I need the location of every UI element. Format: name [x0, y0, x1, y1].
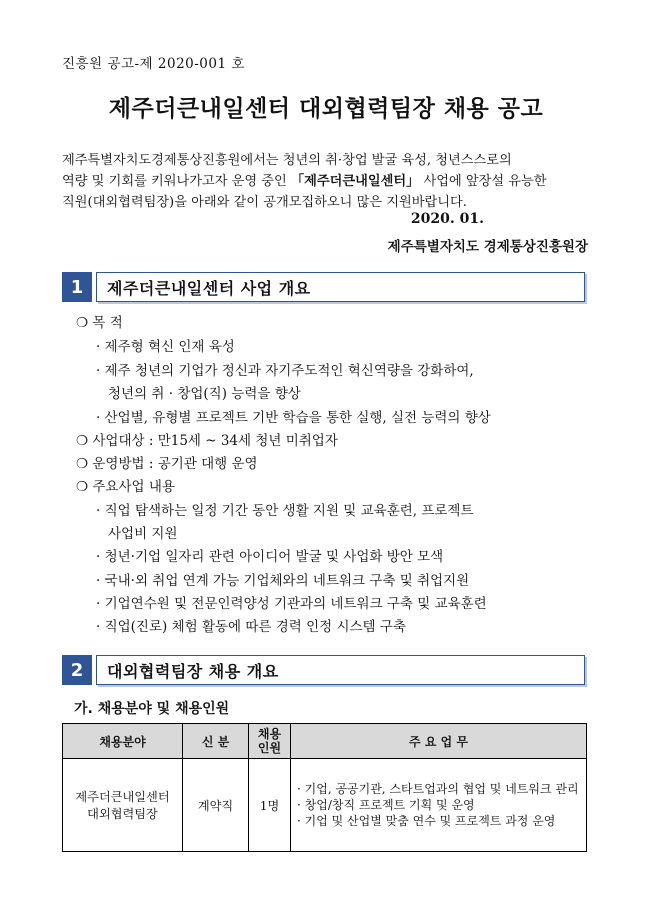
- purpose-item: · 제주 청년의 기업가 정신과 자기주도적인 혁신역량을 강화하여,: [96, 363, 474, 379]
- cell-field: [63, 759, 183, 852]
- intro-paragraph: [62, 150, 592, 213]
- recruitment-table: [62, 723, 587, 852]
- main-project-item: · 청년·기업 일자리 관련 아이디어 발굴 및 사업화 방안 모색: [96, 549, 444, 565]
- section-1-header: [62, 272, 585, 302]
- header-count: [249, 724, 291, 759]
- purpose-item: · 제주형 혁신 인재 육성: [96, 339, 235, 355]
- intro-line-2-pre: 역량 및 기회를 키워나가고자 운영 중인: [62, 174, 291, 189]
- header-count-line1: 채용: [257, 727, 282, 741]
- section-2-header: [62, 655, 585, 685]
- cell-status: 계약직: [183, 759, 249, 852]
- duty-item: · 기업, 공공기관, 스타트업과의 협업 및 네트워크 관리: [297, 782, 579, 796]
- section-1-title: 제주더큰내일센터 사업 개요: [96, 272, 585, 302]
- page-title: 제주더큰내일센터 대외협력팀장 채용 공고: [108, 96, 544, 122]
- section-2-title: 대외협력팀장 채용 개요: [96, 655, 585, 685]
- subheading-field-and-count: 가. 채용분야 및 채용인원: [74, 701, 230, 717]
- purpose-item: · 산업별, 유형별 프로젝트 기반 학습을 통한 실행, 실전 능력의 향상: [96, 410, 491, 426]
- duty-item: · 기업 및 산업별 맞춤 연수 및 프로젝트 과정 운영: [297, 814, 556, 828]
- main-projects-label: ❍ 주요사업 내용: [76, 479, 175, 495]
- main-project-item: · 기업연수원 및 전문인력양성 기관과의 네트워크 구축 및 교육훈련: [96, 596, 487, 612]
- intro-line-2-post: 사업에 앞장설 유능한: [419, 174, 547, 189]
- field-line1: 제주더큰내일센터: [75, 790, 170, 804]
- purpose-label: ❍ 목 적: [76, 315, 123, 331]
- field-line2: 대외협력팀장: [87, 807, 158, 821]
- cell-count: 1명: [249, 759, 291, 852]
- purpose-item-continued: 청년의 취 · 창업(직) 능력을 향상: [108, 386, 301, 402]
- main-project-item: · 직업(진로) 체험 활동에 따른 경력 인정 시스템 구축: [96, 619, 406, 635]
- main-project-item: · 국내·외 취업 연계 가능 기업체와의 네트워크 구축 및 취업지원: [96, 573, 470, 589]
- target-line: ❍ 사업대상 : 만15세 ~ 34세 청년 미취업자: [76, 433, 338, 449]
- header-duties: 주 요 업 무: [291, 724, 587, 759]
- document-number: 진흥원 공고-제 2020-001 호: [62, 56, 245, 72]
- main-project-item: · 직업 탐색하는 일정 기간 동안 생활 지원 및 교육훈련, 프로젝트: [96, 503, 474, 519]
- section-2-number: 2: [62, 655, 92, 685]
- announcement-date: 2020. 01.: [410, 211, 484, 227]
- header-field: 채용분야: [63, 724, 183, 759]
- intro-highlight: 「제주더큰내일센터」: [290, 174, 420, 189]
- cell-duties: [291, 759, 587, 852]
- intro-line-2: [62, 171, 592, 192]
- table-header-row: [63, 724, 587, 759]
- intro-line-1: 제주특별자치도경제통상진흥원에서는 청년의 취·창업 발굴 육성, 청년스스로의: [62, 153, 512, 168]
- intro-line-3: 직원(대외협력팀장)을 아래와 같이 공개모집하오니 많은 지원바랍니다.: [62, 195, 467, 210]
- method-line: ❍ 운영방법 : 공기관 대행 운영: [76, 456, 258, 472]
- main-project-item-continued: 사업비 지원: [108, 526, 178, 542]
- header-status: 신 분: [183, 724, 249, 759]
- organization-name: 제주특별자치도 경제통상진흥원장: [387, 239, 588, 255]
- section-1-number: 1: [62, 272, 92, 302]
- duty-item: · 창업/창직 프로젝트 기획 및 운영: [297, 798, 475, 812]
- header-count-line2: 인원: [257, 741, 282, 755]
- table-row: [63, 759, 587, 852]
